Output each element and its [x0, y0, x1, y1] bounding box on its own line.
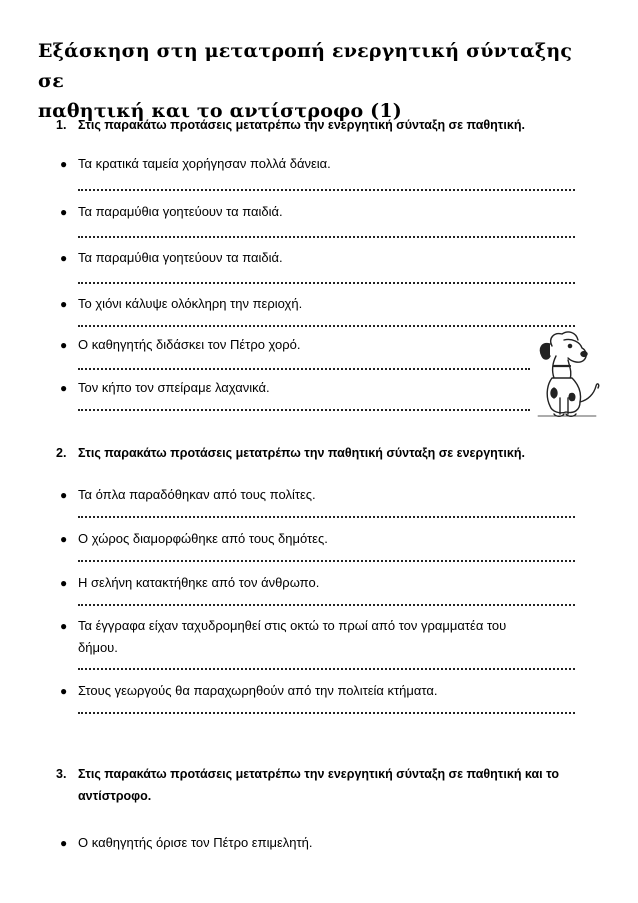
sentence-text: Τα κρατικά ταμεία χορήγησαν πολλά δάνεια. — [78, 156, 331, 171]
list-item — [60, 615, 580, 659]
section-1-heading-text: Στις παρακάτω προτάσεις μετατρέπω την ενεργητική σύνταξη σε παθητική. — [78, 118, 525, 132]
bullet-icon: ● — [60, 684, 68, 698]
list-item — [60, 484, 580, 506]
section-3-heading-line-2: αντίστροφο. — [78, 789, 152, 803]
sentence-text: Ο καθηγητής διδάσκει τον Πέτρο χορό. — [78, 337, 301, 352]
section-3-heading-line-1: Στις παρακάτω προτάσεις μετατρέπω την ενεργητική σύνταξη σε παθητική και το — [78, 767, 559, 781]
title-line-2: παθητική και το αντίστροφο (1) — [38, 100, 402, 122]
list-item — [60, 528, 580, 550]
bullet-icon: ● — [60, 157, 68, 171]
section-3-number: 3. — [56, 767, 67, 781]
answer-line[interactable] — [78, 708, 575, 714]
cartoon-dog-icon — [530, 328, 608, 420]
section-2-number: 2. — [56, 446, 67, 460]
answer-line[interactable] — [78, 321, 575, 327]
list-item — [60, 680, 580, 702]
sentence-text: Τα έγγραφα είχαν ταχυδρομηθεί στις οκτώ το πρωί από τον γραμματέα του — [78, 618, 507, 633]
answer-line[interactable] — [78, 278, 575, 284]
sentence-text: Ο καθηγητής όρισε τον Πέτρο επιμελητή. — [78, 835, 313, 850]
list-item — [60, 293, 580, 315]
sentence-text: Τον κήπο τον σπείραμε λαχανικά. — [78, 380, 270, 395]
list-item — [60, 377, 580, 399]
sentence-text-continued: δήμου. — [78, 640, 118, 655]
sentence-text: Ο χώρος διαμορφώθηκε από τους δημότες. — [78, 531, 328, 546]
answer-line[interactable] — [78, 232, 575, 238]
answer-line[interactable] — [78, 556, 575, 562]
page-title — [38, 36, 598, 126]
sentence-text: Τα παραμύθια γοητεύουν τα παιδιά. — [78, 204, 283, 219]
list-item — [60, 153, 580, 175]
bullet-icon: ● — [60, 836, 68, 850]
bullet-icon: ● — [60, 338, 68, 352]
list-item — [60, 832, 580, 854]
answer-line[interactable] — [78, 512, 575, 518]
bullet-icon: ● — [60, 532, 68, 546]
answer-line[interactable] — [78, 405, 530, 411]
list-item — [60, 201, 580, 223]
section-1-number: 1. — [56, 118, 67, 132]
section-1-heading — [56, 114, 616, 136]
title-line-1: Εξάσκηση στη μετατροπή ενεργητική σύνταξης σε — [38, 40, 573, 92]
answer-line[interactable] — [78, 364, 530, 370]
section-2-heading — [56, 442, 616, 464]
answer-line[interactable] — [78, 600, 575, 606]
bullet-icon: ● — [60, 205, 68, 219]
bullet-icon: ● — [60, 619, 68, 633]
bullet-icon: ● — [60, 381, 68, 395]
list-item — [60, 334, 580, 356]
bullet-icon: ● — [60, 576, 68, 590]
bullet-icon: ● — [60, 297, 68, 311]
section-2-heading-text: Στις παρακάτω προτάσεις μετατρέπω την παθητική σύνταξη σε ενεργητική. — [78, 446, 525, 460]
list-item — [60, 572, 580, 594]
sentence-text: Η σελήνη κατακτήθηκε από τον άνθρωπο. — [78, 575, 320, 590]
answer-line[interactable] — [78, 185, 575, 191]
list-item — [60, 247, 580, 269]
answer-line[interactable] — [78, 664, 575, 670]
sentence-text: Το χιόνι κάλυψε ολόκληρη την περιοχή. — [78, 296, 303, 311]
bullet-icon: ● — [60, 488, 68, 502]
bullet-icon: ● — [60, 251, 68, 265]
sentence-text: Τα παραμύθια γοητεύουν τα παιδιά. — [78, 250, 283, 265]
sentence-text: Στους γεωργούς θα παραχωρηθούν από την πολιτεία κτήματα. — [78, 683, 438, 698]
section-3-heading — [56, 763, 616, 807]
sentence-text: Τα όπλα παραδόθηκαν από τους πολίτες. — [78, 487, 316, 502]
